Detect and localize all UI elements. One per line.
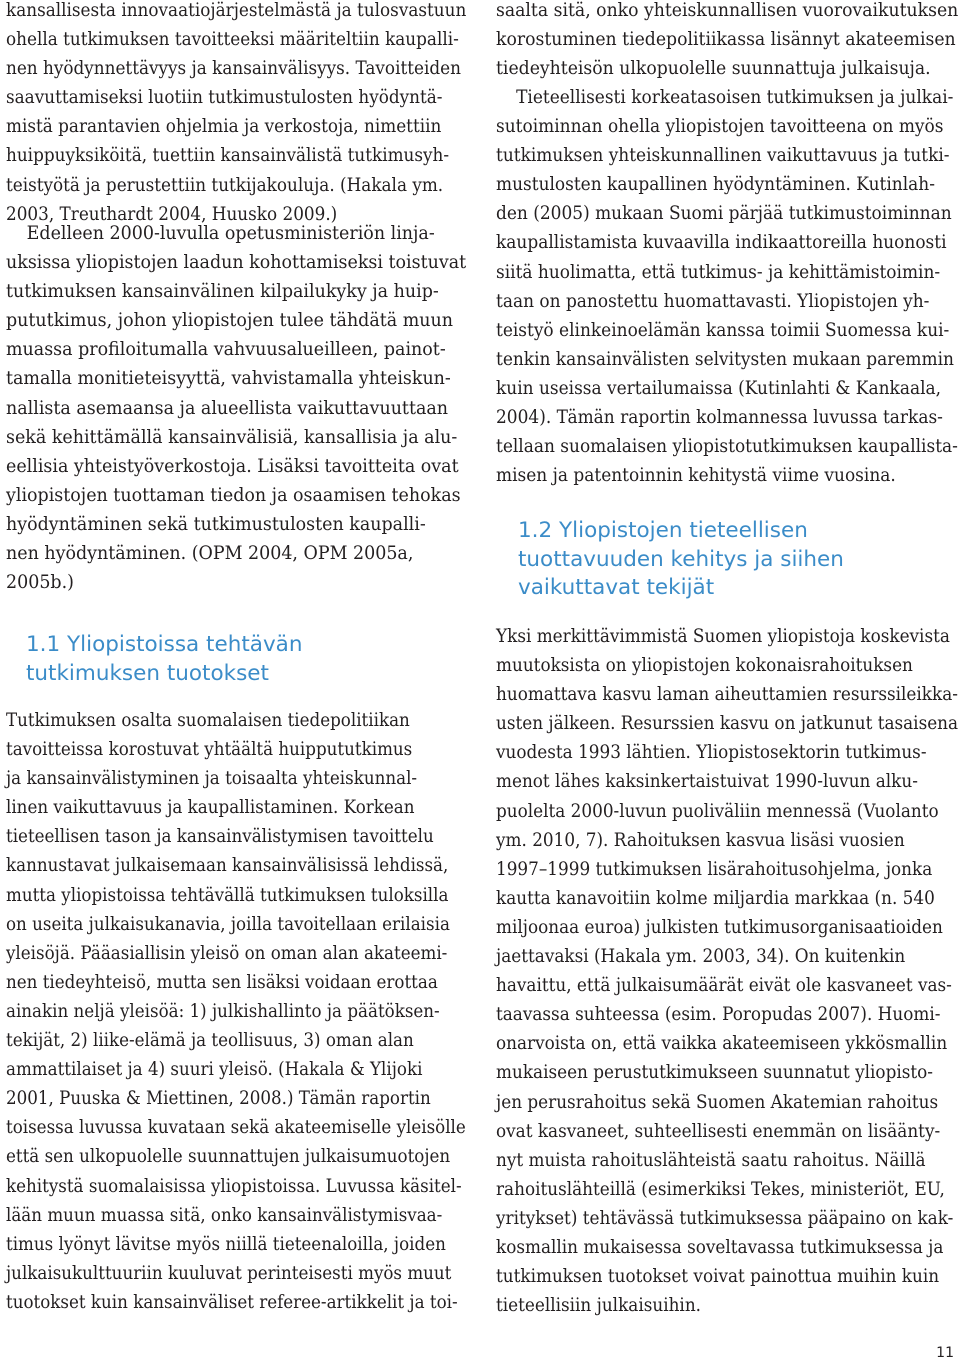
- text-line: yleisöjä. Pääasiallisin yleisö on oman alan akateemi-: [6, 942, 448, 964]
- text-line: nen hyödynnettävyys ja kansainvälisyys. Tavoitteiden: [6, 58, 461, 80]
- heading-line: tutkimuksen tuotokset: [26, 660, 269, 686]
- text-line: lään muun muassa sitä, onko kansainvälistymisvaa-: [6, 1204, 443, 1226]
- text-line: onarvoista on, että vaikka akateemiseen ykkösmallin: [496, 1033, 948, 1055]
- text-line: teistyö elinkeinoelämän kanssa toimii Suomessa kui-: [496, 319, 950, 341]
- text-line: timus lyönyt lävitse myös niillä tieteenaloilla, joiden: [6, 1233, 446, 1255]
- text-line: kaupallistamista kuvaavilla indikaattoreilla huonosti: [496, 232, 947, 254]
- text-line: eellisia yhteistyöverkostoja. Lisäksi tavoitteita ovat: [6, 455, 459, 477]
- text-line: 1997–1999 tutkimuksen lisärahoitusohjelma, jonka: [496, 858, 933, 880]
- text-line: toisessa luvussa kuvataan sekä akateemiselle yleisölle: [6, 1117, 466, 1139]
- text-line: rahoituslähteillä (esimerkiksi Tekes, ministeriöt, EU,: [496, 1178, 945, 1200]
- text-line: 2005b.): [6, 572, 74, 594]
- text-line: Tieteellisesti korkeatasoisen tutkimuksen ja julkai-: [516, 87, 954, 108]
- text-line: kansallisesta innovaatiojärjestelmästä ja tulosvastuun: [6, 0, 467, 21]
- heading-line: vaikuttavat tekijät: [518, 575, 715, 600]
- text-line: ja kansainvälistyminen ja toisaalta yhteiskunnal-: [6, 768, 418, 790]
- left-paragraph-2: [6, 219, 496, 597]
- left-paragraph-1: [6, 0, 514, 229]
- text-line: miljoonaa euroa) julkisten tutkimusorganisaatioiden: [496, 916, 943, 938]
- text-line: menot lähes kaksinkertaistuivat 1990-luvun alku-: [496, 771, 918, 793]
- text-line: mukaiseen perustutkimukseen suunnatut yliopisto-: [496, 1062, 933, 1084]
- text-line: ym. 2010, 7). Rahoituksen kasvua lisäsi vuosien: [496, 829, 905, 851]
- text-line: nallista asemaansa ja alueellista vaikuttavuuttaan: [6, 397, 449, 419]
- text-line: tellaan suomalaisen yliopistotutkimuksen kaupallista-: [496, 436, 958, 458]
- text-line: hyödyntäminen sekä tutkimustulosten kaupalli-: [6, 513, 426, 535]
- text-line: tavoitteissa korostuvat yhtäältä huippututkimus: [6, 739, 413, 761]
- text-line: 2003, Treuthardt 2004, Huusko 2009.): [6, 203, 338, 225]
- text-line: korostuminen tiedepolitiikassa lisännyt akateemisen: [496, 29, 956, 51]
- text-line: kautta kanavoitiin kolme miljardia markkaa (n. 540: [496, 887, 935, 909]
- text-line: teistyötä ja perustettiin tutkijakouluja. (Hakala ym.: [6, 174, 444, 196]
- text-line: muassa profiloitumalla vahvuusalueilleen, painot-: [6, 339, 446, 361]
- text-line: taavassa suhteessa (esim. Poropudas 2007). Huomi-: [496, 1004, 941, 1026]
- text-line: yritykset) tehtävässä tutkimuksessa pääpaino on kak-: [496, 1207, 954, 1229]
- text-line: Yksi merkittävimmistä Suomen yliopistoja koskevista: [496, 626, 950, 647]
- text-line: on useita julkaisukanavia, joilla tavoitellaan erilaisia: [6, 913, 450, 935]
- text-line: 2004). Tämän raportin kolmannessa luvussa tarkas-: [496, 407, 943, 429]
- text-line: nen hyödyntäminen. (OPM 2004, OPM 2005a,: [6, 543, 414, 565]
- text-line: mustulosten kaupallinen hyödyntäminen. Kutinlah-: [496, 174, 935, 196]
- text-line: kannustavat julkaisemaan kansainvälisissä lehdissä,: [6, 855, 449, 877]
- text-line: uksissa yliopistojen laadun kohottamiseksi toistuvat: [6, 252, 467, 274]
- text-line: julkaisukulttuuriin kuuluvat perinteisesti myös muut: [6, 1262, 452, 1284]
- text-line: tuotokset kuin kansainväliset referee-artikkelit ja toi-: [6, 1291, 458, 1313]
- text-line: mistä parantavien ohjelmia ja verkostoja, nimettiin: [6, 116, 442, 138]
- text-line: tekijät, 2) liike-elämä ja teollisuus, 3) oman alan: [6, 1030, 414, 1052]
- text-line: tiedeyhteisön ulkopuolelle suunnattuja julkaisuja.: [496, 58, 931, 80]
- text-line: Edelleen 2000-luvulla opetusministeriön linja-: [26, 223, 435, 244]
- text-line: että sen ulkopuolelle suunnattujen julkaisumuotojen: [6, 1146, 451, 1168]
- text-line: jen perusrahoitus sekä Suomen Akatemian rahoitus: [496, 1091, 939, 1113]
- text-line: mutta yliopistoissa tehtävällä tutkimuksen tuloksilla: [6, 884, 449, 906]
- text-line: havaittu, että julkaisumäärät eivät ole kasvaneet vas-: [496, 975, 952, 997]
- text-line: kuin useissa vertailumaissa (Kutinlahti & Kankaala,: [496, 377, 942, 399]
- text-line: ainakin neljä yleisöä: 1) julkishallinto ja päätöksen-: [6, 1000, 440, 1022]
- text-line: ovat kasvaneet, suhteellisesti enemmän on lisäänty-: [496, 1120, 941, 1142]
- text-line: puolelta 2000-luvun puoliväliin mennessä (Vuolanto: [496, 800, 939, 822]
- text-line: linen vaikuttavuus ja kaupallistaminen. Korkean: [6, 797, 415, 819]
- text-line: siitä huolimatta, että tutkimus- ja kehittämistoimin-: [496, 261, 941, 283]
- text-line: kosmallin mukaisessa soveltavassa tutkimuksessa ja: [496, 1236, 944, 1258]
- text-line: tieteellisiin julkaisuihin.: [496, 1295, 702, 1317]
- text-line: nyt muista rahoituslähteistä saatu rahoitus. Näillä: [496, 1149, 926, 1171]
- text-line: huippuyksiköitä, tuettiin kansainvälistä tutkimusyh-: [6, 145, 450, 167]
- text-line: pututkimus, johon yliopistojen tulee tähdätä muun: [6, 310, 454, 332]
- right-paragraph-2: [496, 83, 960, 490]
- text-line: yliopistojen tuottaman tiedon ja osaamisen tehokas: [6, 484, 461, 506]
- section-heading-1-2: [518, 517, 844, 603]
- text-line: sekä kehittämällä kansainvälisiä, kansallisia ja alu-: [6, 426, 458, 448]
- text-line: ohella tutkimuksen tavoitteeksi määriteltiin kaupalli-: [6, 29, 459, 51]
- text-line: den (2005) mukaan Suomi pärjää tutkimustoiminnan: [496, 203, 952, 225]
- section-heading-1-1: [26, 631, 302, 688]
- text-line: muutoksista on yliopistojen kokonaisrahoituksen: [496, 655, 913, 677]
- heading-line: 1.2 Yliopistojen tieteellisen: [518, 518, 808, 543]
- page-number: 11: [936, 1345, 954, 1361]
- text-line: saalta sitä, onko yhteiskunnallisen vuorovaikutuksen: [496, 0, 959, 21]
- right-paragraph-1: [496, 0, 960, 83]
- text-line: taan on panostettu huomattavasti. Yliopistojen yh-: [496, 290, 930, 312]
- text-line: tutkimuksen tuotokset voivat painottua muihin kuin: [496, 1266, 940, 1288]
- text-line: huomattava kasvu laman aiheuttamien resurssileikka-: [496, 684, 958, 706]
- text-line: sutoiminnan ohella yliopistojen tavoitteena on myös: [496, 116, 944, 138]
- text-line: vuodesta 1993 lähtien. Yliopistosektorin tutkimus-: [496, 742, 927, 764]
- text-line: 2001, Puuska & Miettinen, 2008.) Tämän raportin: [6, 1088, 431, 1110]
- heading-line: 1.1 Yliopistoissa tehtävän: [26, 632, 303, 657]
- right-paragraph-3: [496, 622, 960, 1320]
- text-line: tamalla monitieteisyyttä, vahvistamalla yhteiskun-: [6, 368, 451, 390]
- text-line: tenkin kansainvälisten selvitysten mukaan paremmin: [496, 348, 954, 370]
- text-line: tutkimuksen yhteiskunnallinen vaikuttavuus ja tutki-: [496, 145, 950, 167]
- text-line: tieteellisen tason ja kansainvälistymisen tavoittelu: [6, 826, 434, 848]
- text-line: saavuttamiseksi luotiin tutkimustulosten hyödyntä-: [6, 87, 443, 109]
- left-paragraph-3: [6, 706, 518, 1317]
- text-line: ammattilaiset ja 4) suuri yleisö. (Hakala & Ylijoki: [6, 1059, 423, 1081]
- text-line: jaettavaksi (Hakala ym. 2003, 34). On kuitenkin: [496, 946, 906, 968]
- text-line: tutkimuksen kansainvälinen kilpailukyky ja huip-: [6, 281, 439, 303]
- text-line: Tutkimuksen osalta suomalaisen tiedepolitiikan: [6, 710, 410, 731]
- text-line: nen tiedeyhteisö, mutta sen lisäksi voidaan erottaa: [6, 971, 438, 993]
- text-line: kehitystä suomalaisissa yliopistoissa. Luvussa käsitel-: [6, 1175, 462, 1197]
- text-line: misen ja patentoinnin kehitystä viime vuosina.: [496, 465, 896, 487]
- heading-line: tuottavuuden kehitys ja siihen: [518, 546, 844, 572]
- text-line: usten jälkeen. Resurssien kasvu on jatkunut tasaisena: [496, 713, 959, 735]
